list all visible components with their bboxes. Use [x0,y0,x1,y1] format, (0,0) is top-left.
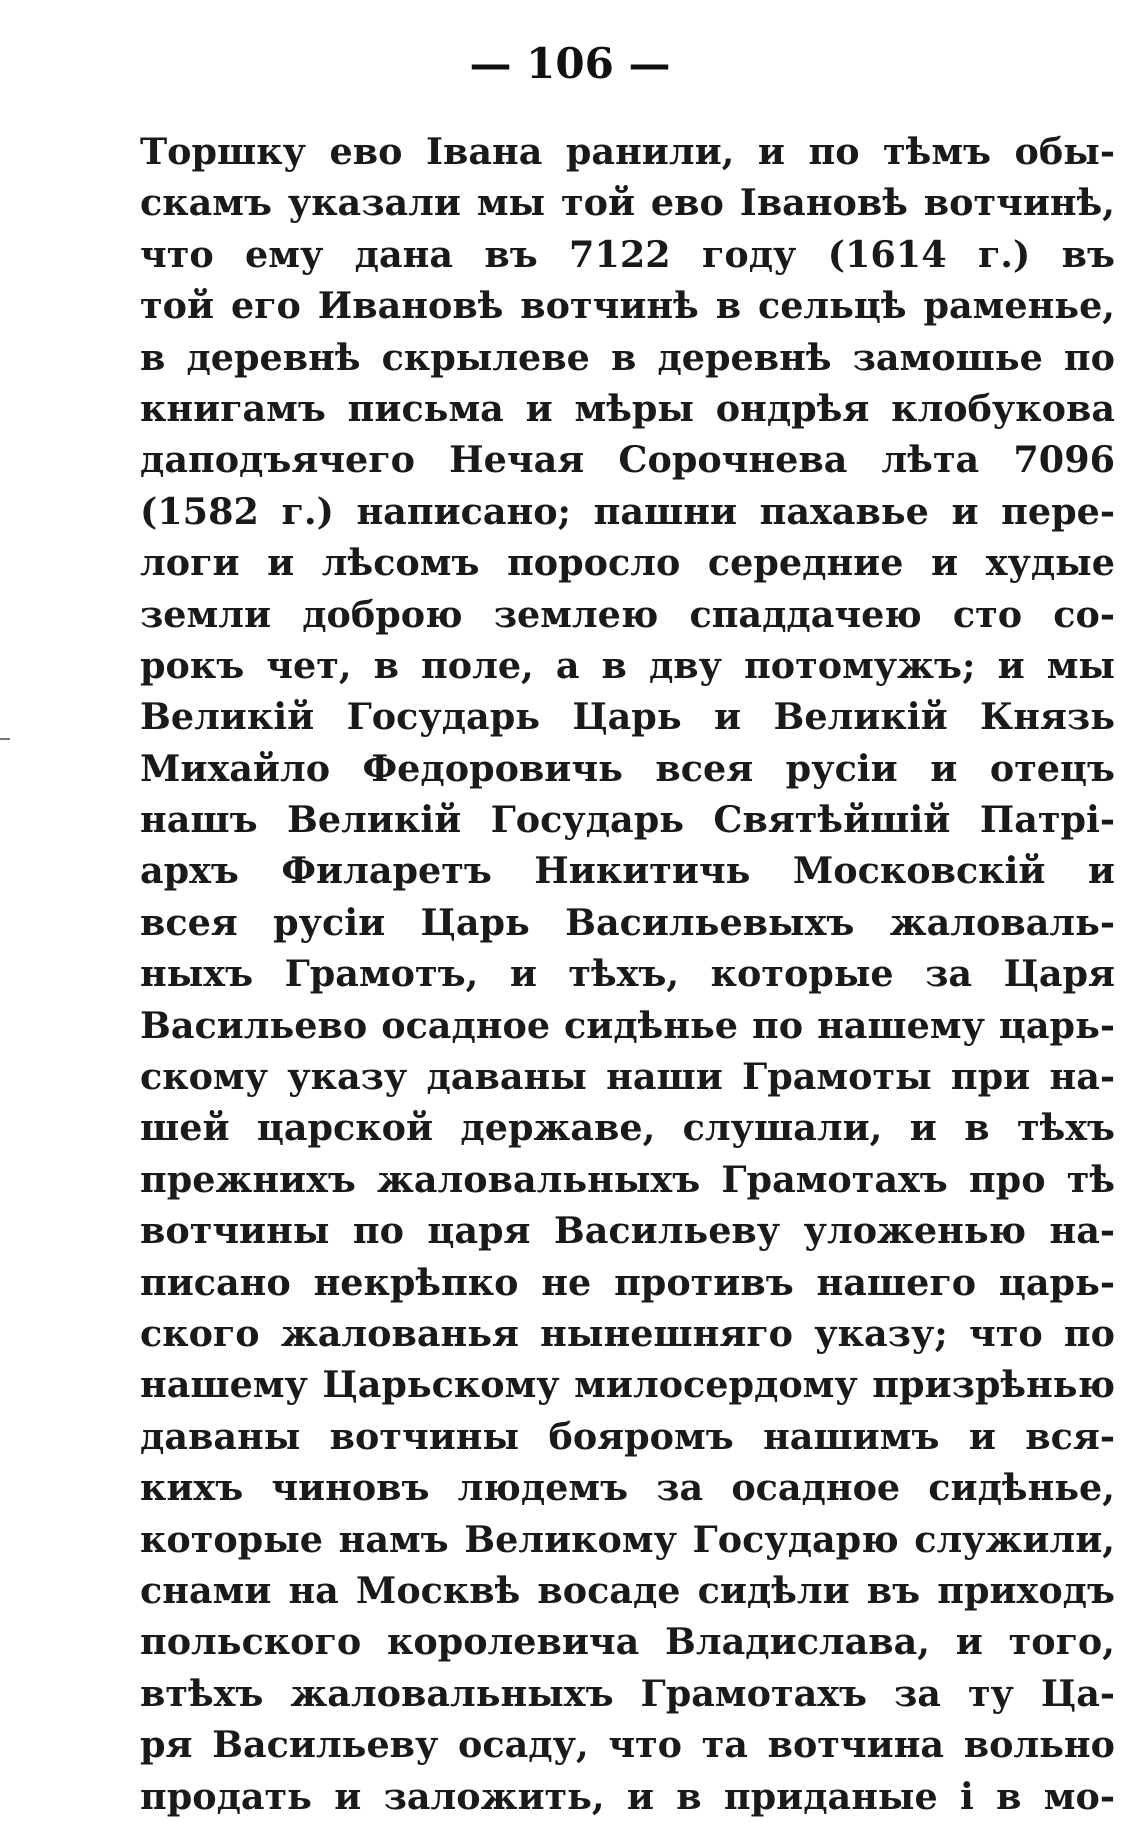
text-line: прежнихъ жаловальныхъ Грамотахъ про тѣ [140,1157,1115,1201]
text-line: земли доброю землею спаддачею сто со- [140,592,1115,636]
text-line: в деревнѣ скрылеве в деревнѣ замошье по [140,335,1115,379]
text-line: шей царской державе, слушали, и в тѣхъ [140,1106,1115,1150]
text-line: Торшку ево Івана ранили, и по тѣмъ обы- [140,130,1115,173]
text-line: польского королевича Владислава, и того, [140,1620,1115,1664]
text-line: ря Васильеву осаду, что та вотчина вольно [140,1723,1115,1767]
text-line: что ему дана въ 7122 году (1614 г.) въ [140,232,1115,276]
text-line: которые намъ Великому Государю служили, [140,1517,1115,1561]
text-line: втѣхъ жаловальныхъ Грамотахъ за ту Ца- [140,1671,1115,1715]
text-line: снами на Москвѣ восаде сидѣли въ приходъ [140,1568,1115,1612]
text-line: архъ Филаретъ Никитичь Московскій и [140,849,1115,893]
text-line: продать и заложить, и в приданые і в мо- [140,1774,1115,1818]
text-line: вотчины по царя Васильеву уложенью на- [140,1209,1115,1253]
text-line: Великій Государь Царь и Великій Князь [140,695,1115,739]
text-line: логи и лѣсомъ поросло середние и худые [140,541,1115,585]
text-line: ныхъ Грамотъ, и тѣхъ, которые за Царя [140,952,1115,996]
text-line: писано некрѣпко не противъ нашего царь- [140,1260,1115,1304]
text-line: Васильево осадное сидѣнье по нашему царь- [140,1003,1115,1047]
text-line: даваны вотчины бояромъ нашимъ и вся- [140,1414,1115,1458]
text-line: нашъ Великій Государь Святѣйшій Патрі- [140,798,1115,842]
text-line: той его Ивановѣ вотчинѣ в сельцѣ раменье, [140,284,1115,328]
text-line: Михайло Федоровичь всея русіи и отецъ [140,746,1115,790]
text-line: кихъ чиновъ людемъ за осадное сидѣнье, [140,1466,1115,1510]
text-line: (1582 г.) написано; пашни пахавье и пере- [140,489,1115,533]
text-line: даподъячего Нечая Сорочнева лѣта 7096 [140,438,1115,482]
text-line: рокъ чет, в поле, а в дву потомужъ; и мы [140,643,1115,687]
margin-mark [0,738,10,740]
body-text [140,126,1115,1822]
text-line: всея русіи Царь Васильевыхъ жаловаль- [140,900,1115,944]
text-line: скому указу даваны наши Грамоты при на- [140,1055,1115,1099]
text-line: скамъ указали мы той ево Івановѣ вотчинѣ, [140,181,1115,225]
text-line: книгамъ письма и мѣры ондрѣя клобукова [140,386,1115,430]
text-line: ского жалованья нынешняго указу; что по [140,1311,1115,1355]
text-line: нашему Царьскому милосердому призрѣнью [140,1363,1115,1407]
page-number: — 106 — [469,39,671,88]
